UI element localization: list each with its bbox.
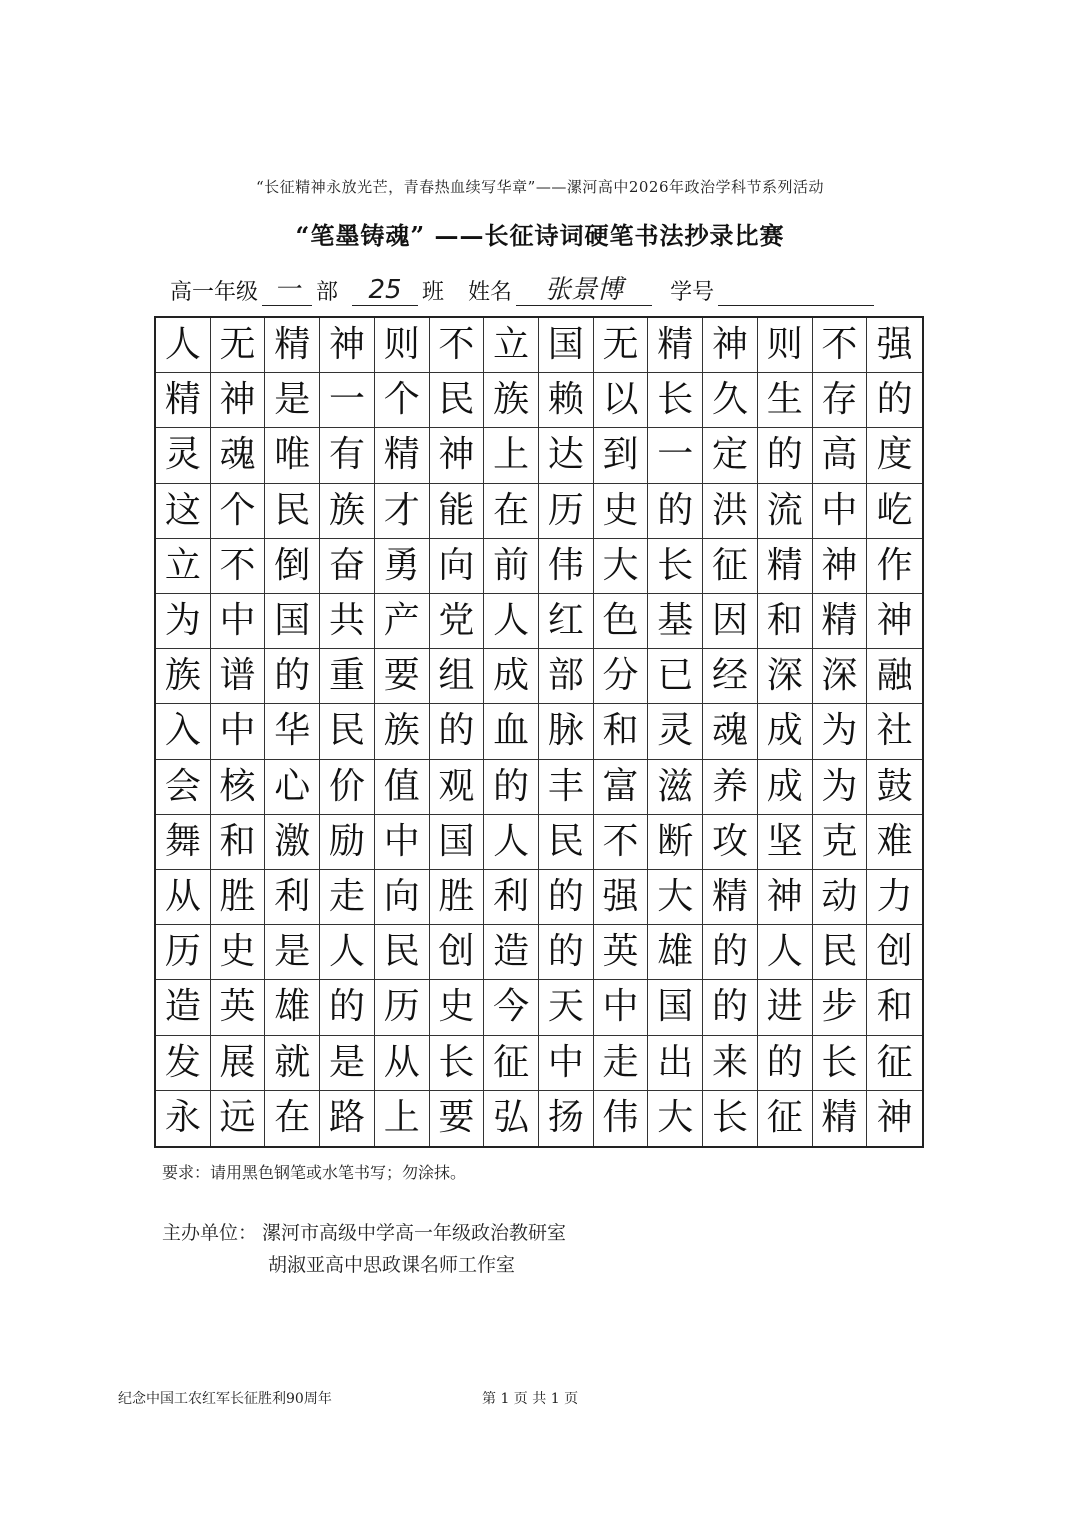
grid-cell: 魂 — [211, 428, 266, 483]
grid-cell: 神 — [320, 318, 375, 373]
grid-cell: 有 — [320, 428, 375, 483]
grid-cell: 长 — [648, 373, 703, 428]
grid-cell: 强 — [594, 870, 649, 925]
grid-cell: 励 — [320, 815, 375, 870]
grid-cell: 永 — [156, 1091, 211, 1146]
grid-cell: 向 — [375, 870, 430, 925]
grid-cell: 无 — [211, 318, 266, 373]
grid-cell: 今 — [484, 980, 539, 1035]
grid-cell: 和 — [211, 815, 266, 870]
grid-cell: 长 — [813, 1036, 868, 1091]
grid-cell: 力 — [867, 870, 922, 925]
grid-cell: 利 — [265, 870, 320, 925]
grid-cell: 作 — [867, 539, 922, 594]
grid-cell: 人 — [758, 925, 813, 980]
page-number: 第 1 页 共 1 页 — [482, 1391, 579, 1407]
grid-cell: 则 — [375, 318, 430, 373]
grid-cell: 国 — [265, 594, 320, 649]
grid-cell: 生 — [758, 373, 813, 428]
grid-cell: 人 — [320, 925, 375, 980]
grid-cell: 个 — [211, 484, 266, 539]
grid-cell: 胜 — [211, 870, 266, 925]
host-organizer-2: 胡淑亚高中思政课名师工作室 — [268, 1254, 516, 1276]
grid-cell: 赖 — [539, 373, 594, 428]
grid-cell: 深 — [813, 649, 868, 704]
grid-cell: 定 — [703, 428, 758, 483]
grid-cell: 克 — [813, 815, 868, 870]
grid-cell: 魂 — [703, 704, 758, 759]
grid-cell: 会 — [156, 760, 211, 815]
grid-cell: 的 — [539, 870, 594, 925]
grid-cell: 民 — [539, 815, 594, 870]
grid-cell: 不 — [813, 318, 868, 373]
grid-cell: 精 — [375, 428, 430, 483]
grid-cell: 胜 — [430, 870, 485, 925]
grid-cell: 和 — [594, 704, 649, 759]
grid-cell: 要 — [430, 1091, 485, 1146]
grid-cell: 中 — [813, 484, 868, 539]
grid-cell: 激 — [265, 815, 320, 870]
grid-cell: 和 — [867, 980, 922, 1035]
dept-label: 部 — [316, 280, 339, 305]
grid-cell: 大 — [594, 539, 649, 594]
grid-cell: 立 — [156, 539, 211, 594]
grid-cell: 展 — [211, 1036, 266, 1091]
class-label: 班 — [422, 280, 445, 305]
grid-cell: 中 — [539, 1036, 594, 1091]
grid-cell: 观 — [430, 760, 485, 815]
grid-cell: 个 — [375, 373, 430, 428]
grid-cell: 中 — [211, 594, 266, 649]
name-label: 姓名 — [468, 280, 513, 305]
grid-cell: 前 — [484, 539, 539, 594]
grid-cell: 价 — [320, 760, 375, 815]
writing-grid — [154, 316, 924, 1148]
grid-cell: 族 — [320, 484, 375, 539]
grid-cell: 和 — [758, 594, 813, 649]
grid-cell: 民 — [375, 925, 430, 980]
grid-cell: 养 — [703, 760, 758, 815]
grid-cell: 利 — [484, 870, 539, 925]
grid-cell: 从 — [156, 870, 211, 925]
host-label: 主办单位： — [162, 1222, 258, 1244]
student-id-label: 学号 — [670, 280, 715, 305]
grid-cell: 精 — [703, 870, 758, 925]
grid-cell: 为 — [813, 704, 868, 759]
grid-cell: 达 — [539, 428, 594, 483]
grid-cell: 华 — [265, 704, 320, 759]
grid-cell: 神 — [758, 870, 813, 925]
grid-cell: 度 — [867, 428, 922, 483]
grid-cell: 精 — [813, 594, 868, 649]
grid-cell: 人 — [484, 594, 539, 649]
grid-cell: 动 — [813, 870, 868, 925]
grid-cell: 大 — [648, 870, 703, 925]
grid-cell: 长 — [703, 1091, 758, 1146]
grid-cell: 精 — [648, 318, 703, 373]
dept-field[interactable]: 一 — [262, 275, 312, 306]
grid-cell: 以 — [594, 373, 649, 428]
grid-cell: 的 — [648, 484, 703, 539]
grid-cell: 是 — [265, 925, 320, 980]
grid-cell: 的 — [265, 649, 320, 704]
grid-cell: 扬 — [539, 1091, 594, 1146]
grid-cell: 弘 — [484, 1091, 539, 1146]
grid-cell: 久 — [703, 373, 758, 428]
grid-cell: 不 — [211, 539, 266, 594]
grid-cell: 的 — [430, 704, 485, 759]
grid-cell: 伟 — [594, 1091, 649, 1146]
grid-cell: 存 — [813, 373, 868, 428]
grid-cell: 心 — [265, 760, 320, 815]
grid-cell: 血 — [484, 704, 539, 759]
name-field[interactable]: 张景博 — [516, 275, 652, 306]
grid-cell: 路 — [320, 1091, 375, 1146]
grid-cell: 精 — [758, 539, 813, 594]
grid-cell: 色 — [594, 594, 649, 649]
grid-cell: 勇 — [375, 539, 430, 594]
grid-cell: 国 — [430, 815, 485, 870]
grid-cell: 神 — [703, 318, 758, 373]
grid-cell: 核 — [211, 760, 266, 815]
grid-cell: 大 — [648, 1091, 703, 1146]
grid-cell: 走 — [320, 870, 375, 925]
grid-cell: 长 — [648, 539, 703, 594]
grid-cell: 为 — [813, 760, 868, 815]
grid-cell: 的 — [758, 1036, 813, 1091]
grid-cell: 则 — [758, 318, 813, 373]
grid-cell: 民 — [430, 373, 485, 428]
grid-cell: 坚 — [758, 815, 813, 870]
grid-cell: 的 — [539, 925, 594, 980]
grid-cell: 谱 — [211, 649, 266, 704]
grid-cell: 历 — [156, 925, 211, 980]
grid-cell: 神 — [876, 1097, 913, 1139]
grid-cell: 值 — [375, 760, 430, 815]
grid-cell: 分 — [594, 649, 649, 704]
grid-cell: 征 — [867, 1036, 922, 1091]
student-id-field[interactable] — [718, 275, 874, 306]
grid-cell: 走 — [594, 1036, 649, 1091]
grid-cell: 创 — [867, 925, 922, 980]
grid-cell: 的 — [484, 760, 539, 815]
grid-cell: 经 — [703, 649, 758, 704]
grid-cell: 长 — [430, 1036, 485, 1091]
grid-cell: 的 — [758, 428, 813, 483]
grid-cell: 共 — [320, 594, 375, 649]
grid-cell: 深 — [758, 649, 813, 704]
grid-cell: 高 — [813, 428, 868, 483]
grid-cell: 洪 — [703, 484, 758, 539]
grid-cell: 人 — [156, 318, 211, 373]
grid-cell: 发 — [156, 1036, 211, 1091]
grid-cell: 入 — [156, 704, 211, 759]
grid-cell: 天 — [539, 980, 594, 1035]
grid-cell: 向 — [430, 539, 485, 594]
grid-cell: 成 — [758, 704, 813, 759]
grid-cell: 一 — [320, 373, 375, 428]
grid-cell: 历 — [539, 484, 594, 539]
grid-cell: 上 — [484, 428, 539, 483]
grid-cell: 为 — [156, 594, 211, 649]
grid-cell: 不 — [594, 815, 649, 870]
grid-cell: 中 — [594, 980, 649, 1035]
grid-cell: 滋 — [648, 760, 703, 815]
footer-commemoration: 纪念中国工农红军长征胜利90周年 — [118, 1391, 332, 1407]
class-field[interactable]: 25 — [352, 275, 418, 306]
grid-cell: 成 — [484, 649, 539, 704]
grid-cell: 神 — [813, 539, 868, 594]
grid-cell: 党 — [430, 594, 485, 649]
grade-label: 高一年级 — [170, 280, 259, 305]
grid-cell: 造 — [156, 980, 211, 1035]
grid-cell: 雄 — [648, 925, 703, 980]
grid-cell: 在 — [484, 484, 539, 539]
grid-cell: 历 — [375, 980, 430, 1035]
grid-cell: 舞 — [156, 815, 211, 870]
student-info-row — [170, 270, 930, 306]
grid-cell: 民 — [265, 484, 320, 539]
grid-cell: 是 — [320, 1036, 375, 1091]
grid-cell: 因 — [703, 594, 758, 649]
grid-cell: 流 — [758, 484, 813, 539]
grid-cell: 鼓 — [867, 760, 922, 815]
grid-cell: 基 — [648, 594, 703, 649]
grid-cell: 已 — [648, 649, 703, 704]
grid-cell: 神 — [211, 373, 266, 428]
grid-cell: 英 — [211, 980, 266, 1035]
grid-cell: 一 — [648, 428, 703, 483]
grid-cell: 神 — [430, 428, 485, 483]
grid-cell: 族 — [156, 649, 211, 704]
grid-cell: 无 — [594, 318, 649, 373]
grid-cell: 精 — [813, 1091, 868, 1146]
grid-cell: 征 — [703, 539, 758, 594]
grid-cell: 从 — [375, 1036, 430, 1091]
grid-cell: 造 — [484, 925, 539, 980]
grid-cell: 要 — [375, 649, 430, 704]
grid-cell: 史 — [594, 484, 649, 539]
grid-cell: 征 — [484, 1036, 539, 1091]
grid-cell: 部 — [539, 649, 594, 704]
event-subtitle: “长征精神永放光芒，青春热血续写华章”——漯河高中2026年政治学科节系列活动 — [255, 178, 824, 196]
grid-cell: 远 — [211, 1091, 266, 1146]
grid-cell: 征 — [758, 1091, 813, 1146]
grid-cell: 史 — [430, 980, 485, 1035]
grid-cell: 富 — [594, 760, 649, 815]
grid-cell: 中 — [375, 815, 430, 870]
host-organizer-1: 漯河市高级中学高一年级政治教研室 — [262, 1222, 567, 1244]
grid-cell: 中 — [211, 704, 266, 759]
grid-cell: 英 — [594, 925, 649, 980]
grid-cell: 出 — [648, 1036, 703, 1091]
grid-cell: 来 — [703, 1036, 758, 1091]
grid-cell: 屹 — [867, 484, 922, 539]
grid-cell: 神 — [867, 594, 922, 649]
grid-cell: 能 — [430, 484, 485, 539]
grid-cell: 产 — [375, 594, 430, 649]
grid-cell: 民 — [813, 925, 868, 980]
grid-cell: 国 — [539, 318, 594, 373]
grid-cell: 重 — [320, 649, 375, 704]
grid-cell: 唯 — [265, 428, 320, 483]
grid-cell: 在 — [265, 1091, 320, 1146]
grid-cell: 的 — [867, 373, 922, 428]
grid-cell: 创 — [430, 925, 485, 980]
grid-cell: 断 — [648, 815, 703, 870]
grid-cell: 步 — [813, 980, 868, 1035]
grid-cell: 的 — [320, 980, 375, 1035]
grid-cell: 才 — [375, 484, 430, 539]
grid-cell: 奋 — [320, 539, 375, 594]
grid-cell: 攻 — [703, 815, 758, 870]
grid-cell: 精 — [265, 318, 320, 373]
grid-cell: 成 — [758, 760, 813, 815]
grid-cell: 灵 — [156, 428, 211, 483]
grid-cell: 立 — [484, 318, 539, 373]
grid-cell: 人 — [484, 815, 539, 870]
grid-cell: 是 — [265, 373, 320, 428]
grid-cell: 的 — [703, 925, 758, 980]
grid-cell: 丰 — [539, 760, 594, 815]
grid-cell: 伟 — [539, 539, 594, 594]
grid-cell: 就 — [265, 1036, 320, 1091]
grid-cell: 融 — [867, 649, 922, 704]
grid-cell: 史 — [211, 925, 266, 980]
grid-cell: 不 — [430, 318, 485, 373]
grid-cell: 精 — [156, 373, 211, 428]
grid-cell: 的 — [703, 980, 758, 1035]
grid-cell: 红 — [539, 594, 594, 649]
grid-cell: 上 — [375, 1091, 430, 1146]
grid-cell: 国 — [648, 980, 703, 1035]
grid-cell: 灵 — [648, 704, 703, 759]
grid-cell: 雄 — [265, 980, 320, 1035]
grid-cell: 进 — [758, 980, 813, 1035]
page-title: “笔墨铸魂” ——长征诗词硬笔书法抄录比赛 — [295, 221, 785, 250]
grid-cell: 这 — [156, 484, 211, 539]
grid-cell: 强 — [867, 318, 922, 373]
grid-cell: 到 — [594, 428, 649, 483]
grid-cell: 族 — [375, 704, 430, 759]
grid-cell: 民 — [320, 704, 375, 759]
requirement-note: 要求：请用黑色钢笔或水笔书写；勿涂抹。 — [162, 1163, 467, 1182]
grid-cell: 难 — [867, 815, 922, 870]
grid-cell: 脉 — [539, 704, 594, 759]
grid-cell: 社 — [867, 704, 922, 759]
grid-cell: 族 — [484, 373, 539, 428]
grid-cell: 组 — [430, 649, 485, 704]
grid-cell: 倒 — [265, 539, 320, 594]
